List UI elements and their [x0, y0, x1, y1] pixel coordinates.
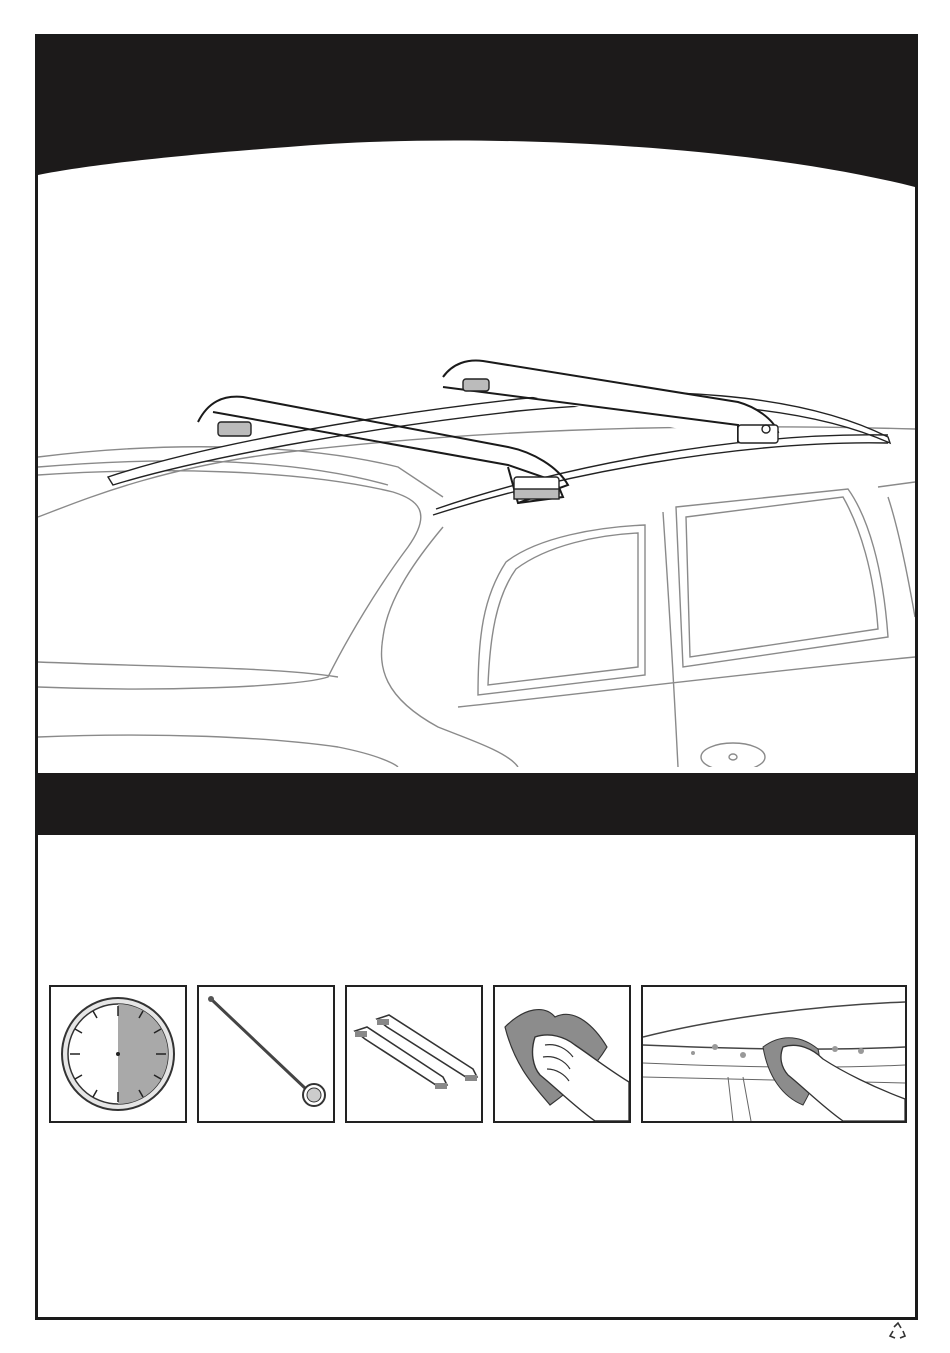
clean-roof-icon	[643, 987, 905, 1121]
roof-clean-tile	[641, 985, 907, 1123]
crossbars-icon	[347, 987, 481, 1121]
requirements-row	[49, 985, 909, 1125]
instruction-page	[35, 34, 918, 1320]
car-roof-rack-illustration	[38, 167, 915, 767]
measuring-tape-icon	[199, 987, 333, 1121]
section-band	[38, 773, 915, 835]
cloth-tile	[493, 985, 631, 1123]
clock-icon	[51, 987, 185, 1121]
cleaning-cloth-icon	[495, 987, 629, 1121]
time-tile	[49, 985, 187, 1123]
recycle-icon	[887, 1321, 909, 1343]
tool-tile	[197, 985, 335, 1123]
bars-tile	[345, 985, 483, 1123]
